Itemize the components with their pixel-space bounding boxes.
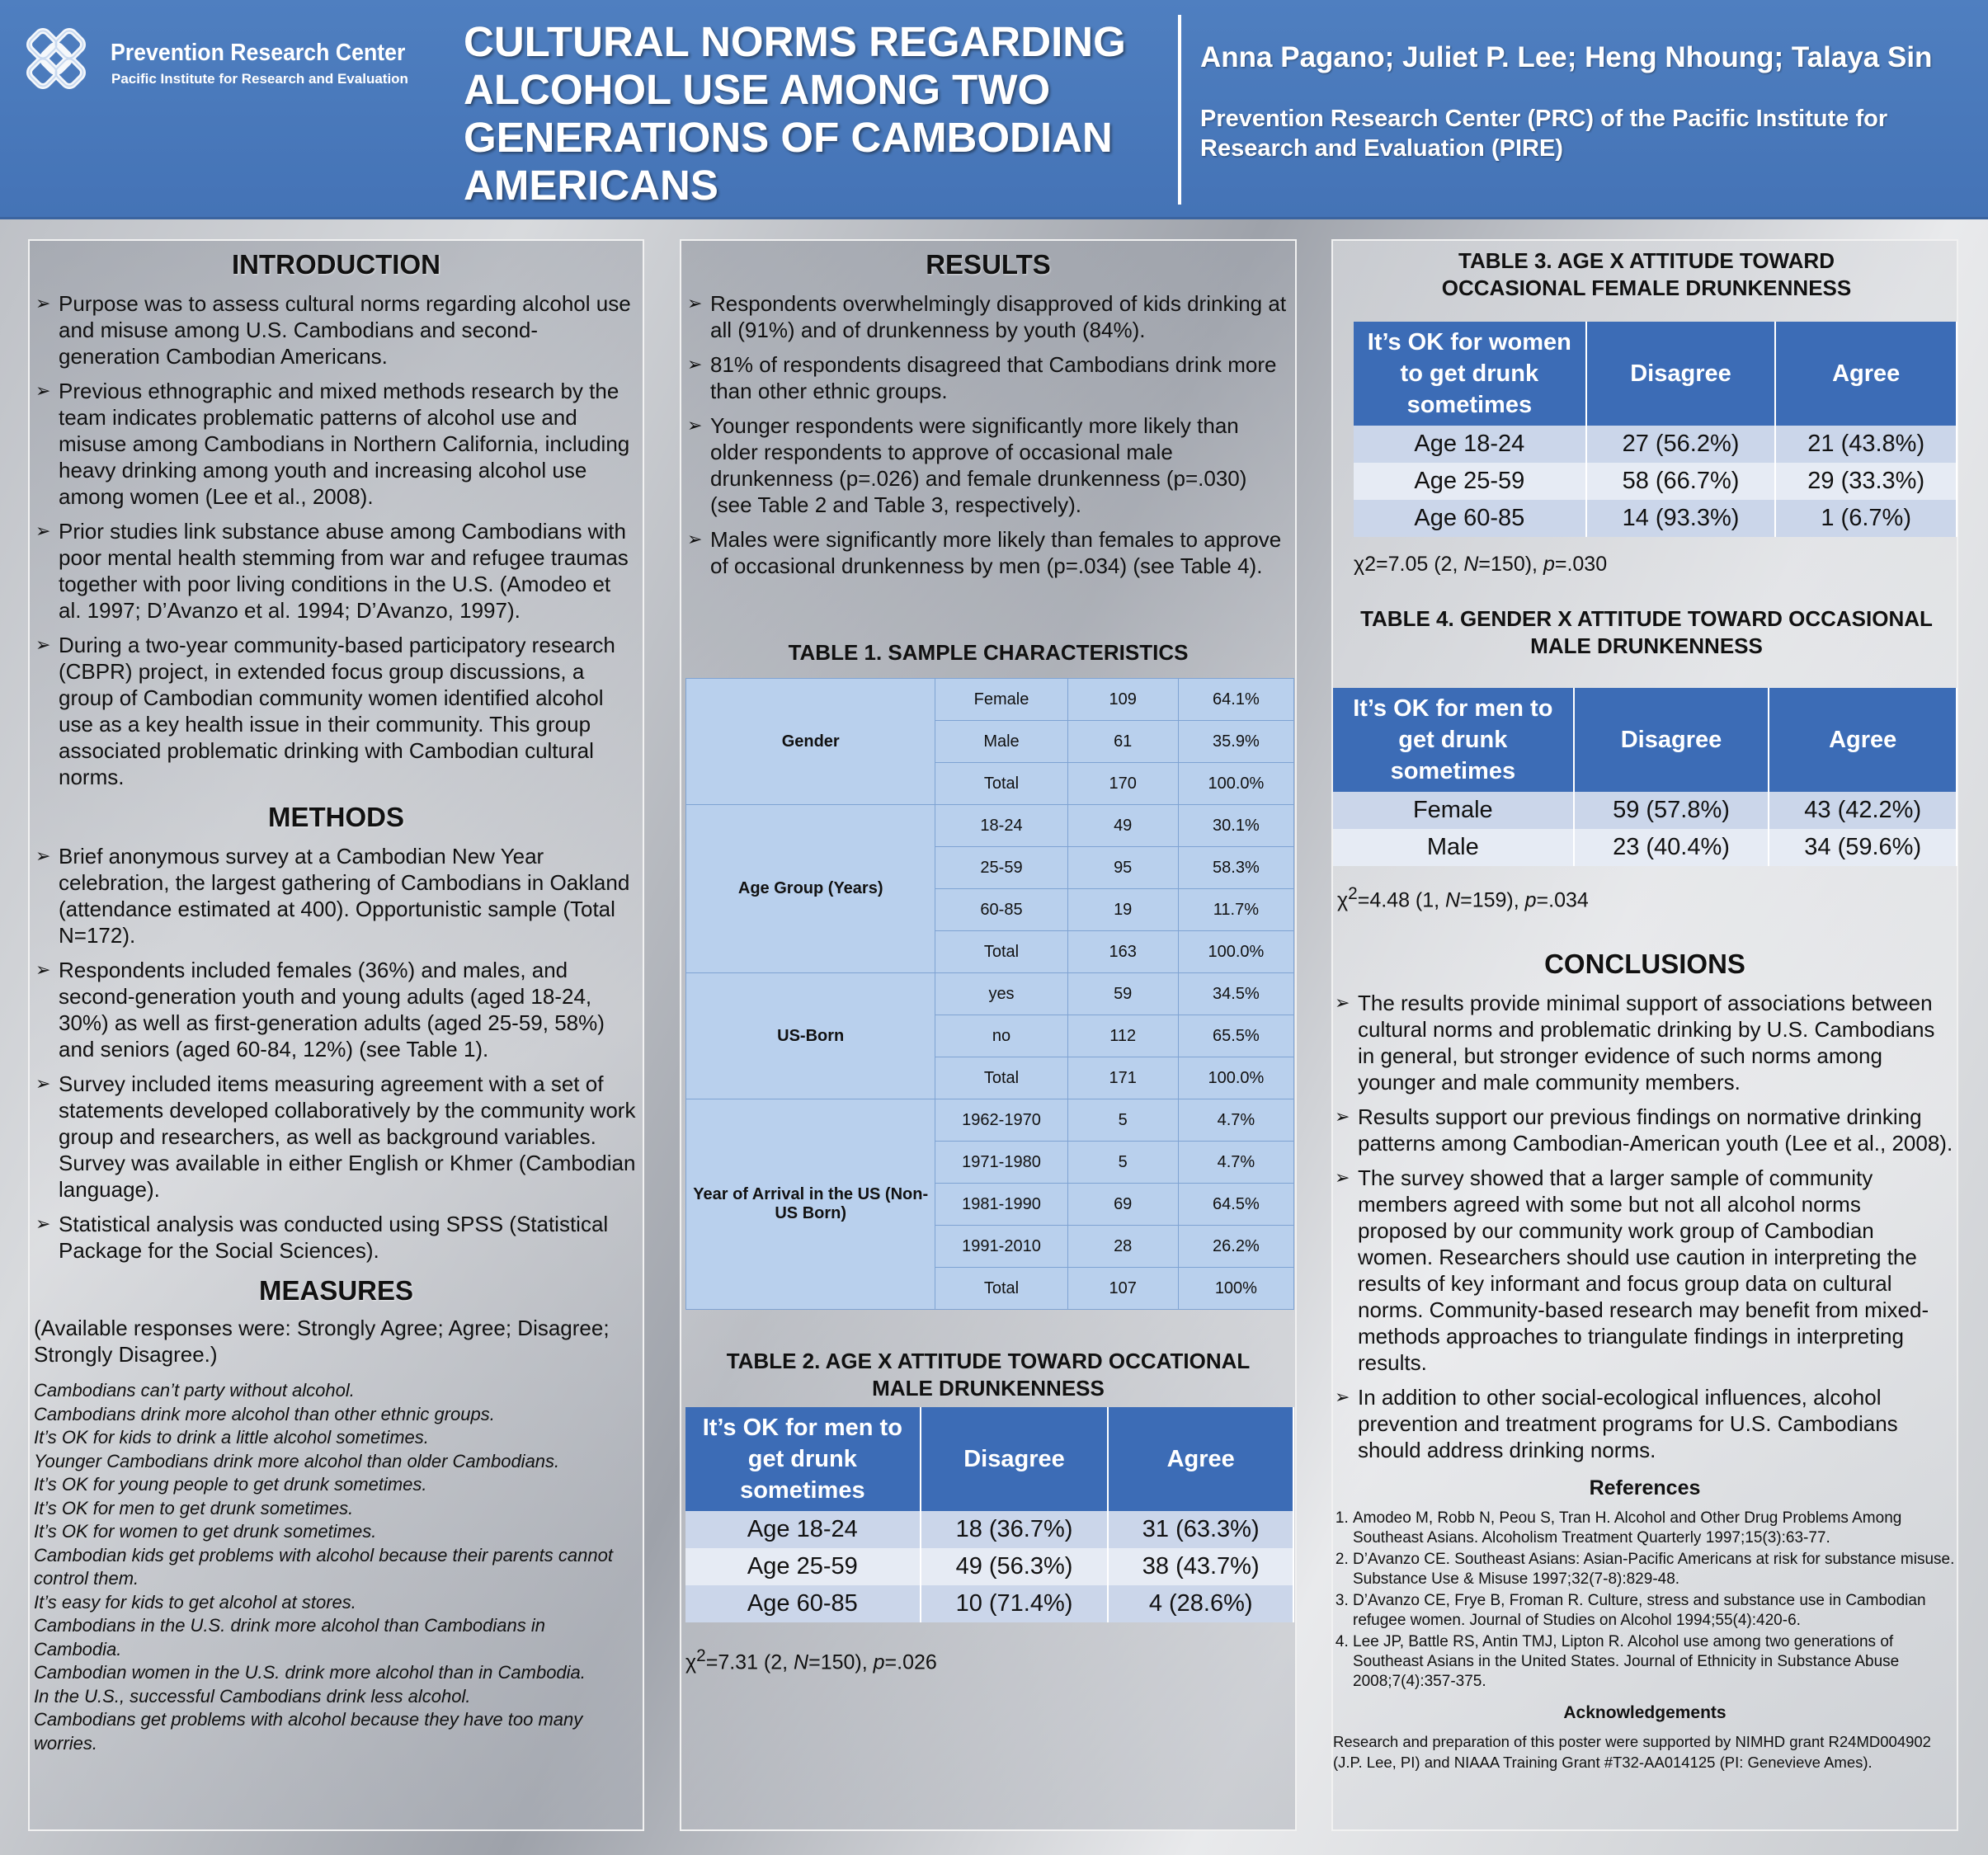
methods-list <box>34 843 636 1264</box>
middle-column <box>680 239 1297 1831</box>
references-list <box>1353 1509 1957 1692</box>
poster-header <box>0 0 1988 219</box>
table-cell: 109 <box>1067 679 1178 721</box>
table-cell: 35.9% <box>1178 721 1293 763</box>
table1-group-label: Gender <box>686 679 935 805</box>
list-item: ➢ Previous ethnographic and mixed methods research by the team indicates problematic patterns of alcohol use and misuse among Cambodians in Northern California, including heavy drinking among youth and increasing alcohol use among women (Lee et al., 2008). <box>34 378 636 510</box>
authors: Anna Pagano; Juliet P. Lee; Heng Nhoung; Talaya Sin <box>1200 41 1933 73</box>
table-cell: 163 <box>1067 931 1178 973</box>
acknowledgements-heading: Acknowledgements <box>1563 1703 1727 1722</box>
table-row <box>686 679 1294 721</box>
table-cell: Total <box>935 1268 1067 1310</box>
table-cell: Female <box>935 679 1067 721</box>
table-cell: Male <box>1333 829 1574 866</box>
reference-item: 3. D’Avanzo CE, Frye B, Froman R. Culture, stress and substance use in Cambodian refugee women. Journal of Studies on Alcohol 1994;55(4):420-6. <box>1353 1591 1957 1631</box>
table-row <box>1333 829 1957 866</box>
introduction-heading: INTRODUCTION <box>232 249 440 280</box>
list-item: ➢ Brief anonymous survey at a Cambodian New Year celebration, the largest gathering of Cambodians in Oakland (attendance estimated at 400). Opportunistic sample (Total N=172). <box>34 843 636 949</box>
table-cell: 61 <box>1067 721 1178 763</box>
table-cell: 100.0% <box>1178 931 1293 973</box>
reference-item: 1. Amodeo M, Robb N, Peou S, Tran H. Alcohol and Other Drug Problems Among Southeast Asians. Alcoholism Treatment Quarterly 1997;15(3):63-77. <box>1353 1509 1957 1548</box>
table-cell: 58 (66.7%) <box>1586 463 1776 500</box>
org-subtitle: Pacific Institute for Research and Evaluation <box>111 71 408 87</box>
table-cell: 38 (43.7%) <box>1108 1548 1293 1585</box>
table-row <box>1354 463 1957 500</box>
table-row <box>685 1548 1293 1585</box>
table4-statistic: $\chi^2=4.48$ (1, N=159), p=.034 <box>1337 884 1589 912</box>
table1-group-label: US-Born <box>686 973 935 1099</box>
measure-item: It’s OK for kids to drink a little alcohol sometimes. <box>34 1427 429 1448</box>
prc-logo <box>15 18 408 109</box>
table-cell: 23 (40.4%) <box>1574 829 1769 866</box>
list-item: ➢ The results provide minimal support of associations between cultural norms and problematic drinking by U.S. Cambodians in general, but stronger evidence of such norms among younger and male community members. <box>1333 990 1953 1095</box>
table-header: Disagree <box>1574 688 1769 792</box>
table-row <box>686 805 1294 847</box>
right-column <box>1331 239 1958 1831</box>
introduction-list <box>34 290 636 790</box>
sample-characteristics-table <box>685 678 1294 1310</box>
measures-list <box>34 1379 636 1755</box>
reference-item: 2. D’Avanzo CE. Southeast Asians: Asian-Pacific Americans at risk for substance misuse. Substance Use & Misuse 1997;32(7-8):829-48. <box>1353 1550 1957 1589</box>
table-cell: 19 <box>1067 889 1178 931</box>
list-item: ➢ Respondents included females (36%) and males, and second-generation youth and young adults (aged 18-24, 30%) as well as first-generation adults (aged 25-59, 58%) and seniors (aged 60-84, 12%) (see Table 1). <box>34 957 636 1062</box>
affiliation: Prevention Research Center (PRC) of the Pacific Institute for Research and Evaluation (PIRE) <box>1200 106 1888 162</box>
knot-logo-icon <box>15 18 107 106</box>
conclusions-list <box>1333 990 1953 1463</box>
table-cell: Total <box>935 931 1067 973</box>
list-item: ➢ Males were significantly more likely than females to approve of occasional drunkenness by men (p=.034) (see Table 4). <box>685 526 1290 579</box>
table-cell: Age 60-85 <box>1354 500 1586 537</box>
table-cell: 25-59 <box>935 847 1067 889</box>
table-cell: yes <box>935 973 1067 1015</box>
results-heading: RESULTS <box>926 249 1051 280</box>
measure-item: Cambodians in the U.S. drink more alcohol than Cambodians in Cambodia. <box>34 1615 545 1660</box>
table-cell: 28 <box>1067 1226 1178 1268</box>
table-cell: Age 18-24 <box>1354 426 1586 463</box>
table2-title: TABLE 2. AGE X ATTITUDE TOWARD OCCATIONAL MALE DRUNKENNESS <box>726 1349 1251 1401</box>
table-cell: 58.3% <box>1178 847 1293 889</box>
measure-item: Cambodians can’t party without alcohol. <box>34 1380 355 1401</box>
measure-item: Cambodian women in the U.S. drink more alcohol than in Cambodia. <box>34 1662 586 1683</box>
list-item: ➢ Respondents overwhelmingly disapproved of kids drinking at all (91%) and of drunkenness by youth (84%). <box>685 290 1290 343</box>
list-item: ➢ Survey included items measuring agreement with a set of statements developed collaboratively by the community work group and researchers, as well as background variables. Survey was available in either English or Khmer (Cambodian language). <box>34 1071 636 1203</box>
table-cell: Age 60-85 <box>685 1585 921 1622</box>
conclusions-section <box>1333 949 1957 1773</box>
table-cell: 1991-2010 <box>935 1226 1067 1268</box>
table-cell: Age 18-24 <box>685 1511 921 1548</box>
references-heading: References <box>1589 1476 1701 1500</box>
list-item: ➢ In addition to other social-ecological influences, alcohol prevention and treatment programs for U.S. Cambodians should address drinking norms. <box>1333 1384 1953 1463</box>
table-cell: 5 <box>1067 1099 1178 1142</box>
results-list <box>685 290 1290 579</box>
table-cell: 60-85 <box>935 889 1067 931</box>
reference-item: 4. Lee JP, Battle RS, Antin TMJ, Lipton R. Alcohol use among two generations of Southeast Asians in the United States. Journal of Ethnicity in Substance Abuse 2008;7(4):357-375. <box>1353 1632 1957 1692</box>
table-cell: Total <box>935 763 1067 805</box>
table-cell: 49 (56.3%) <box>921 1548 1109 1585</box>
table3 <box>1354 322 1957 537</box>
table-cell: 112 <box>1067 1015 1178 1057</box>
table-cell: Age 25-59 <box>1354 463 1586 500</box>
acknowledgements-text: Research and preparation of this poster were supported by NIMHD grant R24MD004902 (J.P. Lee, PI) and NIAAA Training Grant #T32-AA014125 (PI: Genevieve Ames). <box>1333 1733 1931 1771</box>
table-cell: 31 (63.3%) <box>1108 1511 1293 1548</box>
measure-item: It’s easy for kids to get alcohol at stores. <box>34 1591 356 1613</box>
table-cell: 29 (33.3%) <box>1775 463 1957 500</box>
list-item: ➢ During a two-year community-based participatory research (CBPR) project, in extended focus group discussions, a group of Cambodian community women identified alcohol use as a key health issue in their community. This group associated problematic drinking with Cambodian cultural norms. <box>34 632 636 790</box>
table-cell: 59 (57.8%) <box>1574 792 1769 829</box>
table-row <box>686 973 1294 1015</box>
measures-heading: MEASURES <box>258 1275 414 1306</box>
table-cell: 1971-1980 <box>935 1142 1067 1184</box>
table-cell: 10 (71.4%) <box>921 1585 1109 1622</box>
table1-group-label: Age Group (Years) <box>686 805 935 973</box>
table-header: Agree <box>1769 688 1957 792</box>
table-cell: 11.7% <box>1178 889 1293 931</box>
table-cell: 100% <box>1178 1268 1293 1310</box>
measures-note: (Available responses were: Strongly Agree; Agree; Disagree; Strongly Disagree.) <box>34 1316 610 1367</box>
table3-title: TABLE 3. AGE X ATTITUDE TOWARD OCCASIONAL FEMALE DRUNKENNESS <box>1441 248 1852 300</box>
table-cell: 95 <box>1067 847 1178 889</box>
table-cell: 1962-1970 <box>935 1099 1067 1142</box>
table-row <box>686 1099 1294 1142</box>
table-header: Agree <box>1108 1407 1293 1511</box>
table-cell: 64.5% <box>1178 1184 1293 1226</box>
measure-item: Cambodians get problems with alcohol because they have too many worries. <box>34 1709 583 1754</box>
table1-group-label: Year of Arrival in the US (Non-US Born) <box>686 1099 935 1310</box>
table-cell: 4 (28.6%) <box>1108 1585 1293 1622</box>
table-cell: 107 <box>1067 1268 1178 1310</box>
table-cell: 34 (59.6%) <box>1769 829 1957 866</box>
measure-item: It’s OK for women to get drunk sometimes. <box>34 1521 377 1542</box>
table-cell: 18 (36.7%) <box>921 1511 1109 1548</box>
table-row <box>685 1585 1293 1622</box>
table-cell: Female <box>1333 792 1574 829</box>
org-name: Prevention Research Center <box>111 40 406 66</box>
poster-title: CULTURAL NORMS REGARDING ALCOHOL USE AMONG TWO GENERATIONS OF CAMBODIAN AMERICANS <box>464 18 1126 209</box>
list-item: ➢ Younger respondents were significantly more likely than older respondents to approve of occasional male drunkenness (p=.026) and female drunkenness (p=.030) (see Table 2 and Table 3, respectively). <box>685 412 1290 518</box>
measure-item: It’s OK for men to get drunk sometimes. <box>34 1497 354 1518</box>
table-header: Disagree <box>1586 322 1776 426</box>
table3-statistic: χ2=7.05 (2, N=150), p=.030 <box>1354 553 1608 576</box>
left-column <box>28 239 644 1831</box>
list-item: ➢ Purpose was to assess cultural norms regarding alcohol use and misuse among U.S. Cambodians and second-generation Cambodian Americans. <box>34 290 636 370</box>
measure-item: Younger Cambodians drink more alcohol than older Cambodians. <box>34 1450 560 1471</box>
table-cell: 26.2% <box>1178 1226 1293 1268</box>
table-cell: 69 <box>1067 1184 1178 1226</box>
table-cell: 59 <box>1067 973 1178 1015</box>
table-cell: 34.5% <box>1178 973 1293 1015</box>
table-cell: Male <box>935 721 1067 763</box>
table-cell: 5 <box>1067 1142 1178 1184</box>
table-cell: no <box>935 1015 1067 1057</box>
table-cell: Total <box>935 1057 1067 1099</box>
list-item: ➢ 81% of respondents disagreed that Cambodians drink more than other ethnic groups. <box>685 351 1290 404</box>
table-cell: 18-24 <box>935 805 1067 847</box>
table-row <box>685 1511 1293 1548</box>
table-cell: 49 <box>1067 805 1178 847</box>
table-cell: Age 25-59 <box>685 1548 921 1585</box>
table-cell: 100.0% <box>1178 763 1293 805</box>
table-cell: 30.1% <box>1178 805 1293 847</box>
list-item: ➢ The survey showed that a larger sample of community members agreed with some but not all alcohol norms proposed by our community work group of Cambodian women. Researchers should use caution in interpreting the results of key informant and focus group data on cultural norms. Community-based research may benefit from mixed-methods approaches to triangulate findings in interpreting results. <box>1333 1165 1953 1376</box>
table-header: It’s OK for women to get drunk sometimes <box>1354 322 1586 426</box>
list-item: ➢ Results support our previous findings on normative drinking patterns among Cambodian-American youth (Lee et al., 2008). <box>1333 1104 1953 1156</box>
table-row <box>1354 500 1957 537</box>
table-header: Agree <box>1775 322 1957 426</box>
table4-title: TABLE 4. GENDER X ATTITUDE TOWARD OCCASIONAL MALE DRUNKENNESS <box>1360 606 1933 658</box>
table-cell: 65.5% <box>1178 1015 1293 1057</box>
table1-title: TABLE 1. SAMPLE CHARACTERISTICS <box>788 640 1189 665</box>
header-divider <box>1178 15 1181 205</box>
measure-item: Cambodian kids get problems with alcohol because their parents cannot control them. <box>34 1544 613 1589</box>
table-cell: 27 (56.2%) <box>1586 426 1776 463</box>
table-header: It’s OK for men to get drunk sometimes <box>1333 688 1574 792</box>
measure-item: It’s OK for young people to get drunk sometimes. <box>34 1474 427 1495</box>
measure-item: Cambodians drink more alcohol than other ethnic groups. <box>34 1403 495 1424</box>
conclusions-heading: CONCLUSIONS <box>1544 949 1745 979</box>
table-cell: 43 (42.2%) <box>1769 792 1957 829</box>
table-cell: 1981-1990 <box>935 1184 1067 1226</box>
table4 <box>1333 688 1957 866</box>
measure-item: In the U.S., successful Cambodians drink less alcohol. <box>34 1685 471 1707</box>
table-header: It’s OK for men to get drunk sometimes <box>685 1407 921 1511</box>
table-header: Disagree <box>921 1407 1109 1511</box>
methods-heading: METHODS <box>268 802 404 832</box>
list-item: ➢ Prior studies link substance abuse among Cambodians with poor mental health stemming from war and refugee traumas together with poor living conditions in the U.S. (Amodeo et al. 1997; D’Avanzo et al. 1994; D’Avanzo, 1997). <box>34 518 636 624</box>
table-cell: 4.7% <box>1178 1099 1293 1142</box>
table-cell: 170 <box>1067 763 1178 805</box>
table-cell: 4.7% <box>1178 1142 1293 1184</box>
list-item: ➢ Statistical analysis was conducted using SPSS (Statistical Package for the Social Sciences). <box>34 1211 636 1264</box>
table-cell: 14 (93.3%) <box>1586 500 1776 537</box>
table2-statistic: $\chi^2=7.31$ (2, N=150), p=.026 <box>685 1646 937 1674</box>
table-cell: 171 <box>1067 1057 1178 1099</box>
table-cell: 21 (43.8%) <box>1775 426 1957 463</box>
table-row <box>1354 426 1957 463</box>
table-cell: 64.1% <box>1178 679 1293 721</box>
table-cell: 100.0% <box>1178 1057 1293 1099</box>
table-row <box>1333 792 1957 829</box>
table-cell: 1 (6.7%) <box>1775 500 1957 537</box>
table2 <box>685 1407 1294 1622</box>
